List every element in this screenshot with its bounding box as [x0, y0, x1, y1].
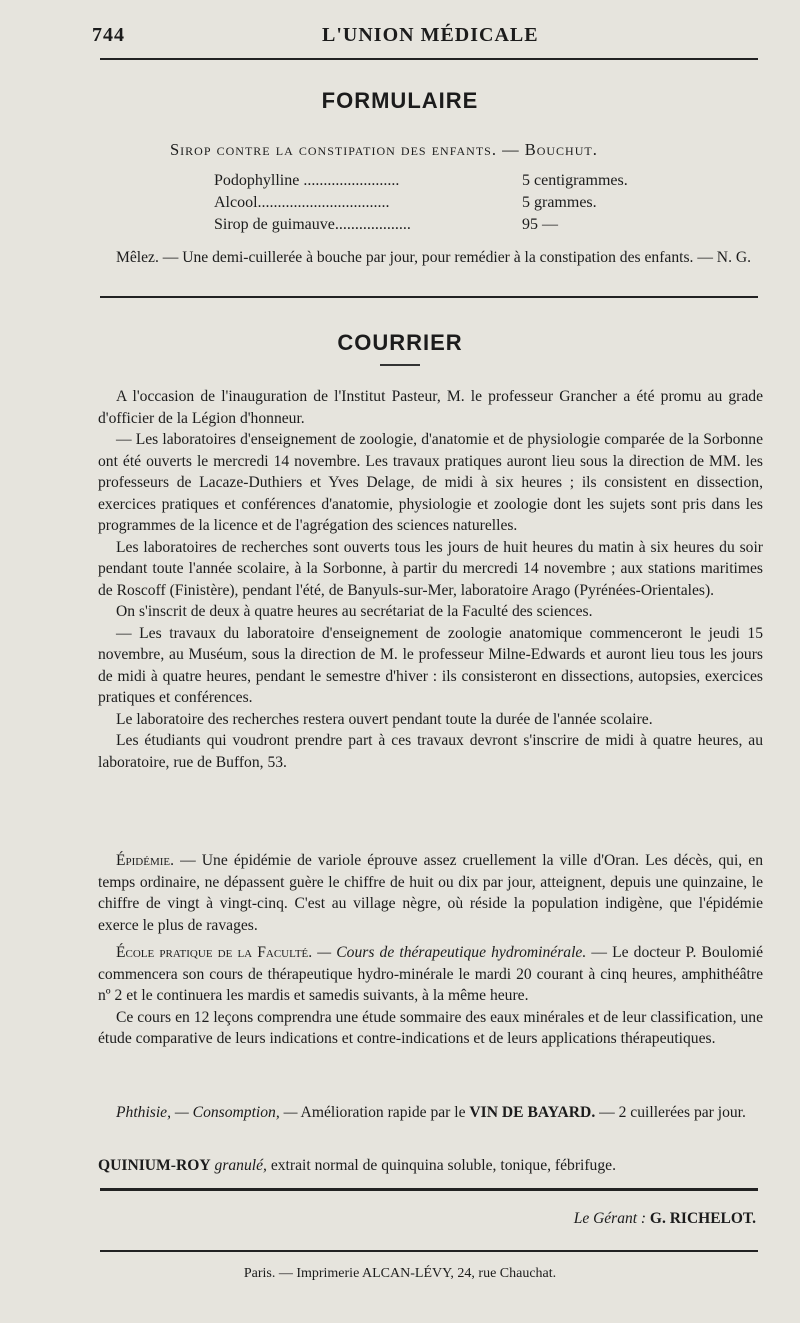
epidemie-label: Épidémie. [116, 852, 175, 869]
news-paragraph: A l'occasion de l'inauguration de l'Institut Pasteur, M. le professeur Grancher a été promu au grade d'officier de la Légion d'honneur. [98, 388, 763, 427]
quinium-ad [98, 1155, 763, 1177]
title-dash [380, 364, 420, 366]
recipe-title: Sirop contre la constipation des enfants. — Bouchut. [170, 140, 598, 159]
news-paragraph: — Les travaux du laboratoire d'enseignement de zoologie anatomique commenceront le jeudi 15 novembre, au Muséum, sous la direction de M. le professeur Milne-Edwards et auront lieu tous les jours de midi à quatre heures, pendant le semestre d'hiver : ils consisteront en dissections, autopsies, exercices pratiques et conférences. [98, 624, 763, 706]
courrier-body [98, 386, 763, 773]
epidemie-block [98, 850, 763, 936]
news-paragraph: Les étudiants qui voudront prendre part à ces travaux devront s'inscrire de midi à quatre heures, au laboratoire, rue de Buffon, 53. [98, 732, 763, 771]
signature [574, 1210, 756, 1228]
epidemie-text: — Une épidémie de variole éprouve assez cruellement la ville d'Oran. Les décès, qui, en temps ordinaire, ne dépassent guère le chiffre de huit ou dix par jour, atteignent, depuis une quinzaine, le chiffre de vingt à vingt-cinq. C'est au village nègre, où réside la population indigène, que l'épidémie exerce le plus de ravages. [98, 852, 763, 934]
ingredient-row [214, 216, 654, 238]
news-paragraph: Les laboratoires de recherches sont ouverts tous les jours de huit heures du matin à six heures du soir pendant toute l'année scolaire, à la Sorbonne, à partir du mercredi 14 novembre ; aux stations maritimes de Roscoff (Finistère), pendant l'été, de Banyuls-sur-Mer, laboratoire Arago (Pyrénées-Orientales). [98, 538, 763, 599]
ingredient-row [214, 172, 654, 194]
ecole-course: — Cours de thérapeutique hydrominérale. [312, 944, 587, 961]
news-paragraph: Le laboratoire des recherches restera ouvert pendant toute la durée de l'année scolaire. [116, 710, 653, 728]
quinium-brand: QUINIUM-ROY [98, 1157, 211, 1174]
bayard-paragraph [98, 1102, 763, 1124]
news-paragraph: — Les laboratoires d'enseignement de zoologie, d'anatomie et de physiologie comparée de la Sorbonne ont été ouverts le mercredi 14 novembre. Les travaux pratiques auront lieu sous la direction de MM. les professeurs de Lacaze-Duthiers et Yves Delage, de midi à six heures ; ils consistent en dissection, exercices pratiques et conférences d'anatomie, physiologie et zoologie dont les sujets sont pris dans les programmes de la licence et de l'agrégation des sciences naturelles. [98, 431, 763, 534]
bayard-brand: VIN DE BAYARD. [469, 1104, 596, 1121]
bayard-ad [98, 1102, 763, 1124]
ingredient-row [214, 194, 654, 216]
ingredient-qty: 95 — [522, 216, 558, 233]
quinium-paragraph [98, 1155, 763, 1177]
instructions-text: Mêlez. — Une demi-cuillerée à bouche par jour, pour remédier à la constipation des enfants. — N. G. [116, 249, 752, 266]
journal-title: L'UNION MÉDICALE [322, 24, 539, 46]
epidemie-paragraph [98, 850, 763, 936]
signature-label: Le Gérant : [573, 1210, 650, 1227]
footer-rule [100, 1250, 758, 1252]
ecole-block [98, 942, 763, 1050]
formulaire-title: FORMULAIRE [321, 88, 479, 113]
quinium-text: extrait normal de quinquina soluble, tonique, fébrifuge. [266, 1157, 616, 1174]
section-rule [100, 296, 758, 298]
bayard-mid: Amélioration rapide par le [297, 1104, 470, 1121]
ecole-text: — Le docteur P. Boulomié commencera son cours de thérapeutique hydro-minérale le mardi 20 courant à cinq heures, amphithéâtre nº 2 et le continuera les mardis et samedis suivants, à la même heure. [98, 944, 764, 1004]
signature-name: G. RICHELOT. [649, 1210, 756, 1227]
cours-paragraph: Ce cours en 12 leçons comprendra une étude sommaire des eaux minérales et de leur classification, une étude comparative de leurs indications et contre-indications et de leurs applications thérapeutiques. [98, 1008, 763, 1047]
ingredient-qty: 5 grammes. [522, 194, 597, 211]
quinium-italic: granulé, [210, 1157, 267, 1174]
ads-rule [100, 1188, 758, 1191]
news-paragraph: On s'inscrit de deux à quatre heures au secrétariat de la Faculté des sciences. [116, 603, 593, 620]
recipe-instructions [98, 247, 763, 269]
ingredient-name: Sirop de guimauve................... [214, 216, 411, 233]
ecole-label: École pratique de la Faculté. [116, 944, 313, 961]
ingredient-name: Alcool................................. [214, 194, 390, 211]
bayard-italic: Phthisie, — Consomption, — [116, 1104, 298, 1121]
courrier-title: COURRIER [337, 330, 463, 355]
ingredient-name: Podophylline ........................ [214, 172, 400, 189]
ecole-paragraph [98, 942, 763, 1007]
header-rule [100, 58, 758, 60]
imprint: Paris. — Imprimerie ALCAN-LÉVY, 24, rue Chauchat. [243, 1266, 557, 1281]
ingredient-qty: 5 centigrammes. [522, 172, 628, 189]
bayard-end: — 2 cuillerées par jour. [595, 1104, 746, 1121]
page-number: 744 [92, 24, 125, 46]
